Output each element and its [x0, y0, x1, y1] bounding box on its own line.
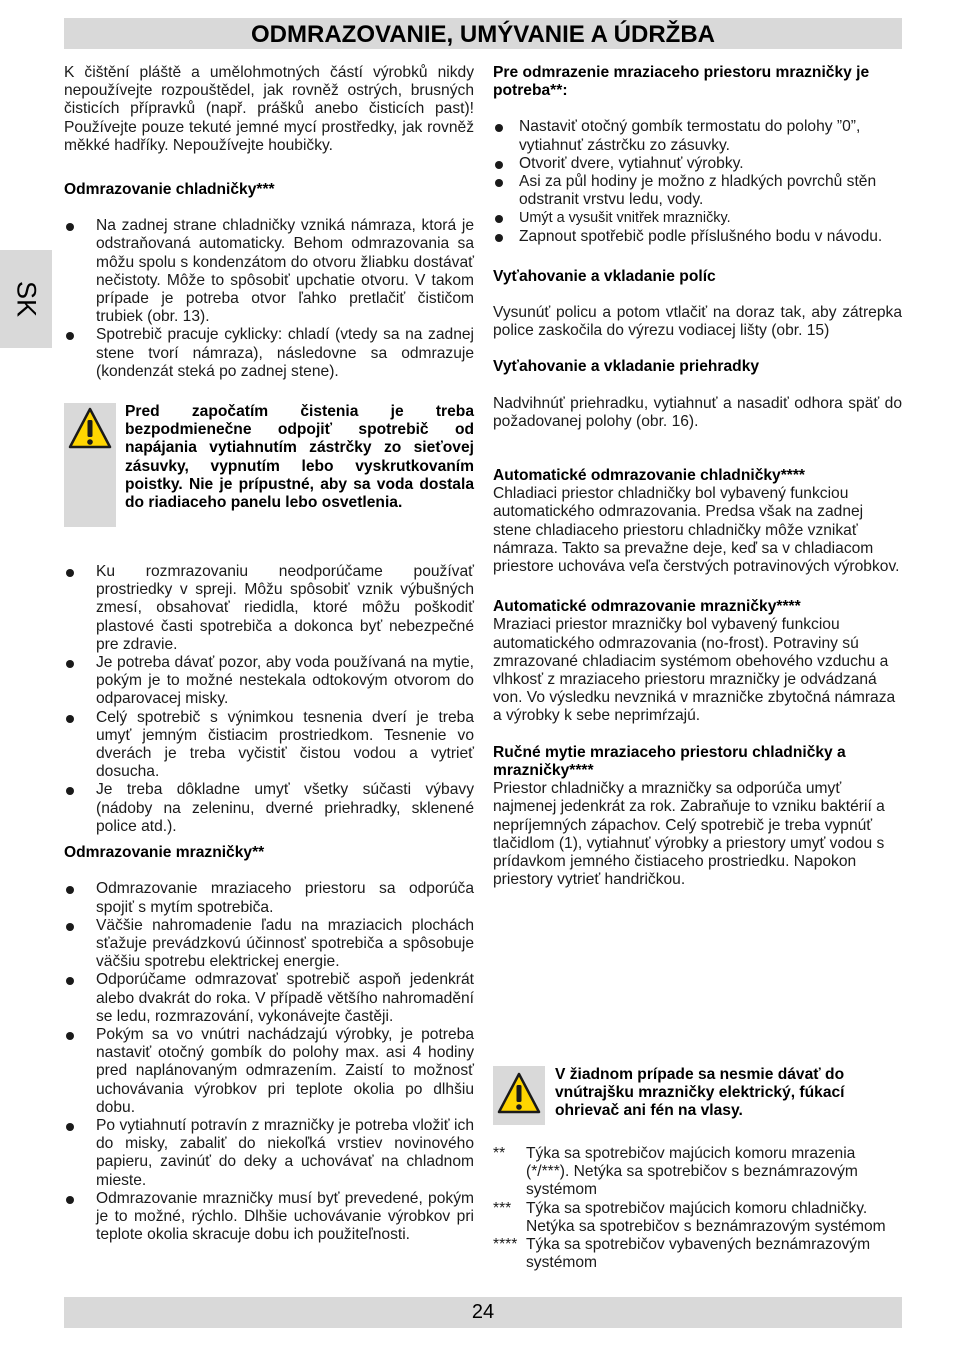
footnote-mark: **: [493, 1145, 506, 1162]
auto-freezer-heading: Automatické odmrazovanie mrazničky****: [493, 598, 801, 616]
list-item: Odmrazovanie mrazničky musí byť prevedené, pokým je to možné, rýchlo. Dlhšie uchovávanie výrobkov pri teplote okolia skracuje dobu ich použiteľnosti.: [64, 1190, 474, 1245]
page-title: ODMRAZOVANIE, UMÝVANIE A ÚDRŽBA: [251, 21, 715, 48]
list-item: Je treba dôkladne umyť všetky súčasti výbavy (nádoby na zeleninu, dverné priehradky, sklenené police atd.).: [64, 781, 474, 836]
list-item: Odmrazovanie mraziaceho priestoru sa odporúča spojiť s mytím spotrebiča.: [64, 880, 474, 916]
list-item: Nastaviť otočný gombík termostatu do polohy ”0”, vytiahnuť zástrčku zo zásuvky.: [493, 118, 902, 154]
list-item: Asi za půl hodiny je možno z hladkých povrchů stěn odstranit vrstvu ledu, vody.: [493, 173, 902, 209]
warning-triangle-icon: [496, 1071, 542, 1117]
list-item: Ku rozmrazovaniu neodporúčame používať prostriedky v spreji. Môžu spôsobiť vznik výbušných zmesí, obsahovať riedidla, ktoré môžu poškodiť plastové časti spotrebiča a dokonca byť nebezpečné pre zdravie.: [64, 563, 474, 654]
language-tab-label: SK: [11, 280, 42, 318]
warning-icon-panel: [64, 403, 116, 527]
manual-wash-heading: Ručné mytie mraziaceho priestoru chladničky a mrazničky****: [493, 743, 846, 779]
compartment-text: Nadvihnúť priehradku, vytiahnuť a nasadiť odhora späť do požadovanej polohy (obr. 16).: [493, 394, 902, 430]
list-item: Pokým sa vo vnútri nachádzajú výrobky, je potreba nastaviť otočný gombík do polohy max. asi 4 hodiny pred naplánovaným odmrazením. Zaistí to možnosť uchovávania výrobkov pri teplote okolia po dlhšiu dobu.: [64, 1026, 474, 1117]
left-column: [64, 64, 474, 1244]
footnotes: [493, 1145, 902, 1272]
right-column: [493, 64, 902, 889]
footnote-text: Týka sa spotrebičov majúcich komoru chladničky. Netýka sa spotrebičov s beznámrazovým systémom: [526, 1199, 886, 1235]
list-item: Na zadnej strane chladničky vzniká námraza, ktorá je odstraňovaná automaticky. Behom odmrazovania sa môžu spolu s kondenzátom do otvoru žliabku dostávať nečistoty. Môže to spôsobiť upchatie otvoru. V takom prípade je potreba otvor ľahko pretlačiť čističom trubiek (obr. 13).: [64, 217, 474, 326]
list-item: Spotrebič pracuje cyklicky: chladí (vtedy sa na zadnej stene tvorí námraza), následovne sa odmrazuje (kondenzát steká po zadnej stene).: [64, 326, 474, 381]
footnote: [493, 1145, 902, 1200]
defrost-freezer-list: [64, 880, 474, 1244]
footnote: [493, 1236, 902, 1272]
warning-triangle-icon: [67, 406, 113, 452]
list-item: Umýt a vysušit vnitřek mrazničky.: [493, 209, 902, 227]
defrost-fridge-list: [64, 217, 474, 381]
warning-text: V žiadnom prípade sa nesmie dávať do vnútrajšku mrazničky elektrický, fúkací ohrievač ani fén na vlasy.: [555, 1066, 845, 1120]
manual-wash-text: Priestor chladničky a mrazničky sa odporúča umyť najmenej jedenkrát za rok. Zabraňuje to vzniku baktérií a nepríjemných zápachov. Celý spotrebič je treba vypnúť tlačidlom (1), vytiahnuť výrobky a priestory umyť vodou s prídavkom jemného čistiaceho prostriedku. Napokon priestory vytrieť handričkou.: [493, 780, 885, 889]
language-tab: [0, 250, 52, 348]
defrost-freezer-heading: Odmrazovanie mrazničky**: [64, 844, 265, 862]
list-item: Zapnout spotřebič podle příslušného bodu v návodu.: [493, 228, 902, 246]
warning-box: [64, 403, 474, 527]
list-item: Odporúčame odmrazovať spotrebič aspoň jedenkrát alebo dvakrát do roka. V případě většího nahromadění se ledu, rozmrazování, vykonávejte častěji.: [64, 971, 474, 1026]
shelves-text: Vysunúť policu a potom vtlačiť na doraz tak, aby zátrepka police zaskočila do výrezu vodiacej lišty (obr. 15): [493, 304, 902, 340]
warning-icon-panel: [493, 1066, 545, 1125]
freezer-defrost-steps: [493, 118, 902, 245]
warning-box-heater: [493, 1066, 902, 1125]
list-item: Po vytiahnutí potravín z mrazničky je potreba vložiť ich do misky, zabaliť do niekoľká vrstiev novinového papieru, zavinúť do deky a uchovávať na chladnom mieste.: [64, 1117, 474, 1190]
shelves-heading: Vyťahovanie a vkladanie políc: [493, 267, 716, 285]
cleaning-list: [64, 563, 474, 836]
list-item: Väčšie nahromadenie ľadu na mraziacich plochách sťažuje prevádzkovú účinnosť spotrebiča a spôsobuje väčšiu spotrebu elektrickej energie.: [64, 917, 474, 972]
warning-text: Pred započatím čistenia je treba bezpodmienečne odpojiť spotrebič od napájania vytiahnutím zástrčky zo sieťovej zásuvky, vypnutím lebo vyskrutkovaním poistky. Nie je prípustné, aby sa voda dostala do riadiaceho panelu lebo osvetlenia.: [125, 403, 474, 512]
auto-fridge-text: Chladiaci priestor chladničky bol vybavený funkciou automatického odmrazovania. Predsa však na zadnej stene chladiaceho priestoru chladničky môže vznikať námraza. Takto sa prevažne deje, keď sa v chladiacom priestore uchováva veľa čerstvých potravinových výrobkov.: [493, 485, 900, 576]
defrost-fridge-heading: Odmrazovanie chladničky***: [64, 181, 275, 199]
footer-bar: [64, 1297, 902, 1328]
footnote-text: Týka sa spotrebičov majúcich komoru mrazenia (*/***). Netýka sa spotrebičov s beznámrazovým systémom: [526, 1145, 858, 1199]
freezer-defrost-need-heading: Pre odmrazenie mraziaceho priestoru mrazničky je potreba**:: [493, 64, 870, 100]
page-number: 24: [471, 1301, 495, 1323]
title-bar: [64, 18, 902, 49]
intro-paragraph: K čištění pláště a umělohmotných částí výrobků nikdy nepoužívejte rozpouštědel, jak rovněž ostrých, brusných čisticích přípravků (např. prášků anebo čisticích past)! Používejte pouze tekuté jemné mycí prostředky, jak rovněž měkké hadříky. Nepoužívejte houbičky.: [64, 64, 474, 154]
list-item: Otvoriť dvere, vytiahnuť výrobky.: [493, 155, 902, 173]
footnote: [493, 1200, 902, 1236]
list-item: Celý spotrebič s výnimkou tesnenia dverí je treba umyť jemným čistiacim prostriedkom. Tesnenie vo dverách je treba vyčistiť čistou vodou a vytrieť dosucha.: [64, 709, 474, 782]
auto-freezer-text: Mraziaci priestor mrazničky bol vybavený funkciou automatického odmrazovania (no-frost). Potraviny sú zmrazované chladiacim systémom obehového vzduchu a vlhkosť z mraziaceho priestoru mrazničky je odvádzaná von. Vo výsledku nevzniká v mrazničke zbytočná námraza a výrobky k sebe neprimŕzajú.: [493, 616, 896, 725]
footnote-mark: ****: [493, 1236, 518, 1254]
compartment-heading: Vyťahovanie a vkladanie priehradky: [493, 358, 760, 376]
footnote-text: Týka sa spotrebičov vybavených beznámrazovým systémom: [526, 1236, 871, 1272]
footnote-mark: ***: [493, 1199, 512, 1217]
list-item: Je potreba dávať pozor, aby voda používaná na mytie, pokým je to možné nestekala odtokovým otvorom do odparovacej misky.: [64, 654, 474, 709]
auto-fridge-heading: Automatické odmrazovanie chladničky****: [493, 467, 805, 485]
